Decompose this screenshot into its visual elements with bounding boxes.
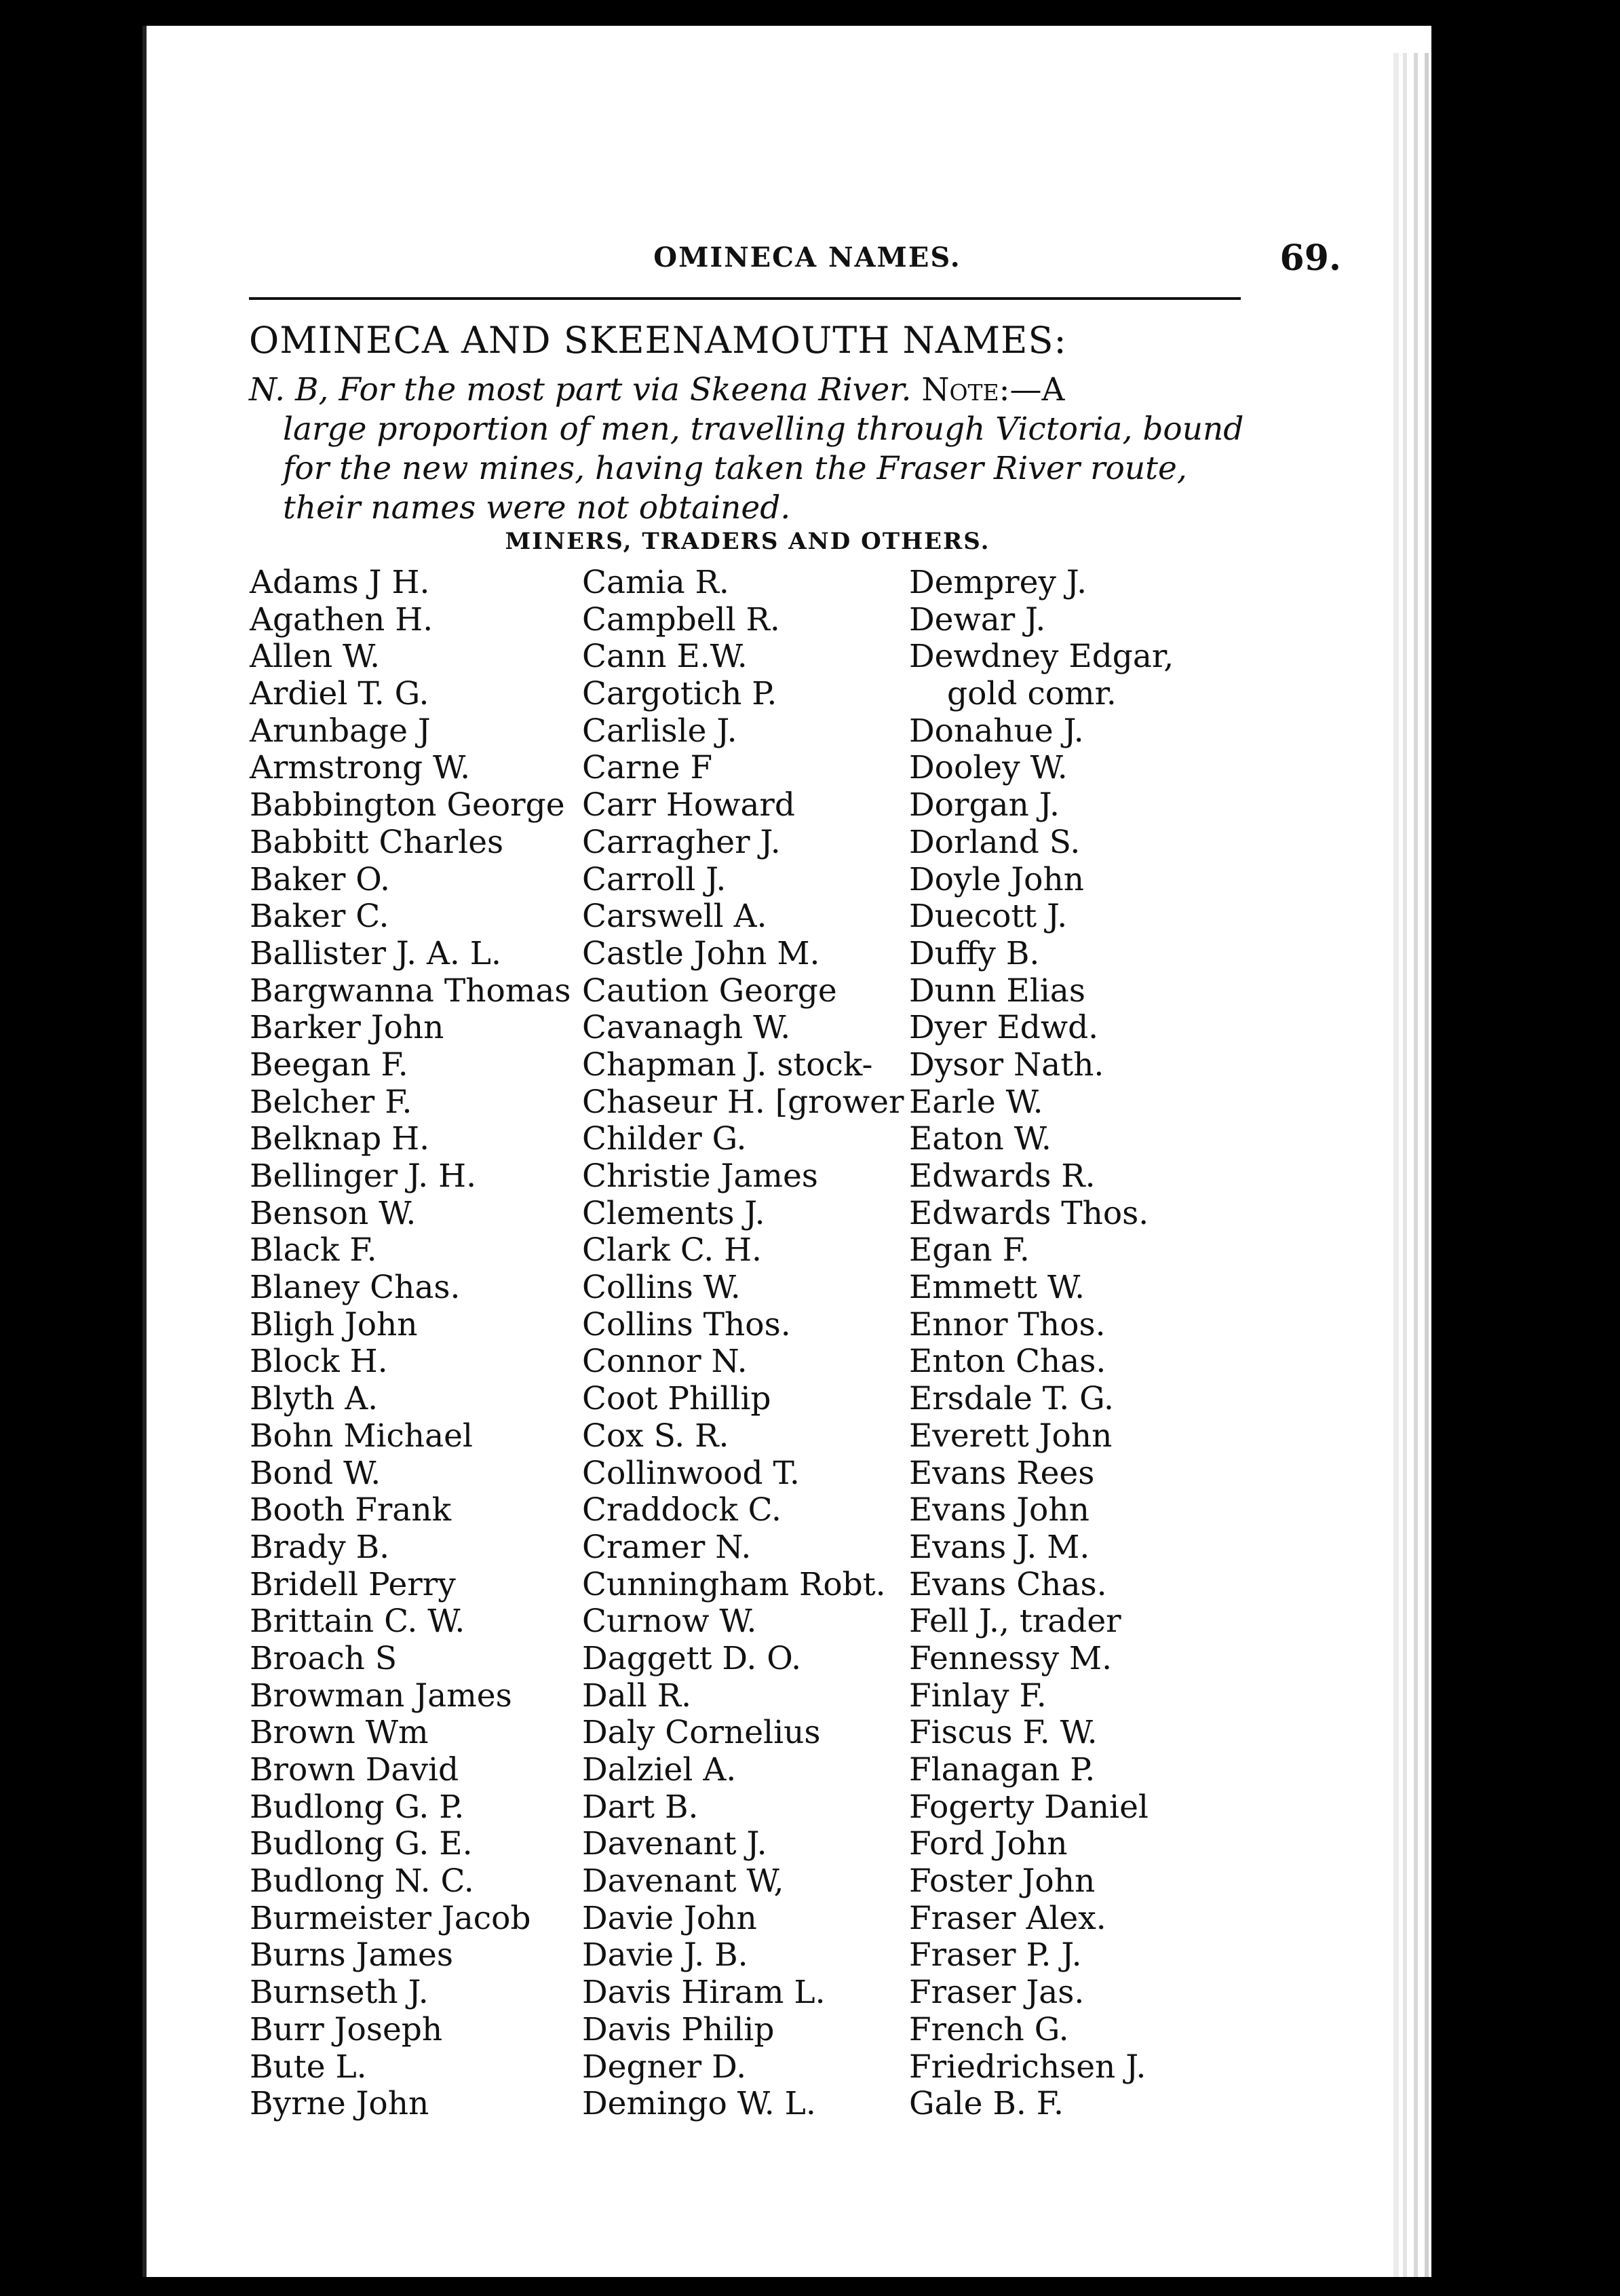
name-entry: Cox S. R. (582, 1417, 729, 1455)
name-entry: Ennor Thos. (909, 1305, 1106, 1343)
name-entry: Everett John (909, 1417, 1113, 1455)
name-entry: Enton Chas. (909, 1343, 1106, 1381)
running-header (248, 237, 1367, 282)
name-entry: Clements J. (582, 1194, 765, 1232)
name-entry: Davie J. B. (582, 1936, 748, 1974)
running-head: OMINECA NAMES. (653, 242, 961, 273)
name-entry: Chaseur H. [grower (582, 1083, 904, 1121)
name-entry: Brittain C. W. (250, 1603, 465, 1641)
names-column-1 (250, 565, 571, 2123)
name-entry: Bond W. (250, 1454, 381, 1492)
note-text-first: :—A (999, 371, 1065, 408)
section-title: OMINECA AND SKEENAMOUTH NAMES: (249, 319, 1067, 362)
name-entry: Brady B. (250, 1528, 390, 1566)
page-edge-stack (1393, 53, 1431, 2277)
name-entry: Broach S (250, 1639, 398, 1677)
name-entry: Baker O. (250, 860, 390, 898)
name-entry: Dall R. (582, 1677, 692, 1715)
name-entry: Baker C. (250, 898, 389, 936)
name-entry: Burr Joseph (250, 2010, 443, 2048)
book-page (142, 26, 1431, 2277)
note-text-rest: large proportion of men, travelling through Victoria, bound for the new mines, having taken the Fraser River route, their names were not obtained. (283, 410, 1244, 527)
name-entry: Ford John (909, 1825, 1068, 1863)
name-entry: Dysor Nath. (909, 1046, 1104, 1084)
name-entry: Castle John M. (582, 934, 820, 972)
name-entry: Chapman J. stock- (582, 1046, 873, 1084)
name-entry: Clark C. H. (582, 1231, 762, 1269)
section-note (249, 370, 1246, 528)
name-entry: Belknap H. (250, 1120, 430, 1158)
name-entry: Evans Chas. (909, 1565, 1107, 1603)
name-entry: Bute L. (250, 2048, 367, 2086)
name-entry: Block H. (250, 1343, 388, 1381)
name-entry: Allen W. (250, 638, 381, 676)
name-entry: Adams J H. (250, 564, 430, 601)
name-entry: Booth Frank (250, 1491, 452, 1529)
name-entry: Connor N. (582, 1343, 748, 1381)
name-entry: Degner D. (582, 2048, 747, 2086)
name-entry: Browman James (250, 1677, 512, 1715)
name-entry: Cunningham Robt. (582, 1565, 886, 1603)
name-entry: Carragher J. (582, 823, 781, 861)
name-entry: Christie James (582, 1157, 818, 1195)
name-entry: Bohn Michael (250, 1417, 473, 1455)
name-entry: Dalziel A. (582, 1751, 737, 1788)
name-entry: Dunn Elias (909, 972, 1085, 1010)
name-entry: Ballister J. A. L. (250, 934, 501, 972)
name-entry: Belcher F. (250, 1083, 412, 1121)
name-entry: Benson W. (250, 1194, 417, 1232)
name-entry: Carroll J. (582, 860, 727, 898)
name-entry: Brown Wm (250, 1714, 429, 1752)
name-entry: Fennessy M. (909, 1639, 1113, 1677)
name-entry: Doyle John (909, 860, 1084, 898)
name-entry: Bargwanna Thomas (250, 972, 571, 1010)
name-entry: French G. (909, 2010, 1069, 2048)
name-entry: Cann E.W. (582, 638, 748, 676)
name-entry: Edwards Thos. (909, 1194, 1149, 1232)
name-entry: Agathen H. (250, 600, 433, 638)
names-column-3 (909, 565, 1174, 2123)
name-entry: Carswell A. (582, 898, 767, 936)
name-entry: Emmett W. (909, 1269, 1085, 1307)
name-entry: Cavanagh W. (582, 1009, 791, 1047)
name-entry: Coot Phillip (582, 1380, 771, 1418)
name-entry: Davis Philip (582, 2010, 775, 2048)
name-entry: Earle W. (909, 1083, 1043, 1121)
name-entry: Eaton W. (909, 1120, 1052, 1158)
name-entry: Dorgan J. (909, 786, 1060, 824)
name-entry: Blyth A. (250, 1380, 379, 1418)
name-entry: Davie John (582, 1899, 757, 1937)
name-entry: Blaney Chas. (250, 1269, 461, 1307)
name-entry: Babbington George (250, 786, 565, 824)
page-gutter (142, 26, 147, 2277)
name-entry: Dooley W. (909, 749, 1068, 787)
name-entry: Dewdney Edgar, (909, 638, 1174, 676)
name-entry: Demingo W. L. (582, 2085, 816, 2123)
name-entry: Egan F. (909, 1231, 1030, 1269)
name-entry: Campbell R. (582, 600, 780, 638)
name-entry: Collinwood T. (582, 1454, 800, 1492)
name-entry: Carlisle J. (582, 712, 737, 750)
name-entry: Dewar J. (909, 600, 1046, 638)
name-entry: Evans Rees (909, 1454, 1095, 1492)
name-entry: Duffy B. (909, 934, 1040, 972)
name-entry: Armstrong W. (250, 749, 471, 787)
name-entry: Duecott J. (909, 898, 1068, 936)
name-entry: Arunbage J (250, 712, 431, 750)
name-entry: Demprey J. (909, 564, 1087, 601)
name-entry: Beegan F. (250, 1046, 408, 1084)
name-entry: Byrne John (250, 2085, 429, 2123)
name-entry: Davenant W, (582, 1862, 784, 1900)
name-entry: Brown David (250, 1751, 459, 1788)
name-entry: Collins Thos. (582, 1305, 791, 1343)
name-entry: Finlay F. (909, 1677, 1047, 1715)
name-entry: Bridell Perry (250, 1565, 456, 1603)
name-entry: Barker John (250, 1009, 444, 1047)
name-entry: Davenant J. (582, 1825, 767, 1863)
name-entry: Ardiel T. G. (250, 675, 429, 713)
name-entry: Dorland S. (909, 823, 1081, 861)
subheading: MINERS, TRADERS AND OTHERS. (505, 528, 990, 555)
name-entry: Black F. (250, 1231, 377, 1269)
name-entry: Fraser Jas. (909, 1974, 1085, 2012)
name-entry: Evans J. M. (909, 1528, 1090, 1566)
names-column-2 (582, 565, 904, 2123)
name-entry: Babbitt Charles (250, 823, 504, 861)
name-entry: Foster John (909, 1862, 1096, 1900)
name-entry: Budlong N. C. (250, 1862, 474, 1900)
name-entry: Fogerty Daniel (909, 1788, 1149, 1826)
page-number: 69. (1279, 237, 1341, 279)
scan-tick-mark (0, 250, 26, 252)
note-label: Note (921, 371, 999, 408)
name-entry: Bellinger J. H. (250, 1157, 477, 1195)
name-entry: Bligh John (250, 1305, 418, 1343)
name-entry: Donahue J. (909, 712, 1084, 750)
name-entry: Burnseth J. (250, 1974, 429, 2012)
name-entry: Ersdale T. G. (909, 1380, 1114, 1418)
scan-tick-mark (0, 741, 26, 744)
name-entry: Budlong G. P. (250, 1788, 465, 1826)
name-entry: Friedrichsen J. (909, 2048, 1146, 2086)
name-entry: Fraser Alex. (909, 1899, 1106, 1937)
note-nb: N. B, For the most part via Skeena River. (249, 371, 912, 408)
name-entry: Fraser P. J. (909, 1936, 1082, 1974)
name-entry: Evans John (909, 1491, 1089, 1529)
name-entry: Carne F (582, 749, 713, 787)
name-entry: Daly Cornelius (582, 1714, 821, 1752)
name-entry: Carr Howard (582, 786, 795, 824)
name-entry: Cargotich P. (582, 675, 777, 713)
name-entry: Edwards R. (909, 1157, 1096, 1195)
name-entry: gold comr. (947, 675, 1117, 713)
name-entry: Curnow W. (582, 1603, 757, 1641)
name-entry: Daggett D. O. (582, 1639, 802, 1677)
name-entry: Fell J., trader (909, 1603, 1121, 1641)
name-entry: Caution George (582, 972, 837, 1010)
name-entry: Cramer N. (582, 1528, 752, 1566)
header-rule (249, 297, 1241, 300)
name-entry: Craddock C. (582, 1491, 782, 1529)
name-entry: Burns James (250, 1936, 453, 1974)
name-entry: Fiscus F. W. (909, 1714, 1098, 1752)
name-entry: Camia R. (582, 564, 729, 601)
name-entry: Collins W. (582, 1269, 741, 1307)
name-entry: Childer G. (582, 1120, 747, 1158)
name-entry: Budlong G. E. (250, 1825, 473, 1863)
name-entry: Gale B. F. (909, 2085, 1064, 2123)
name-entry: Flanagan P. (909, 1751, 1096, 1788)
name-entry: Dart B. (582, 1788, 699, 1826)
name-entry: Davis Hiram L. (582, 1974, 826, 2012)
name-entry: Burmeister Jacob (250, 1899, 531, 1937)
name-entry: Dyer Edwd. (909, 1009, 1099, 1047)
